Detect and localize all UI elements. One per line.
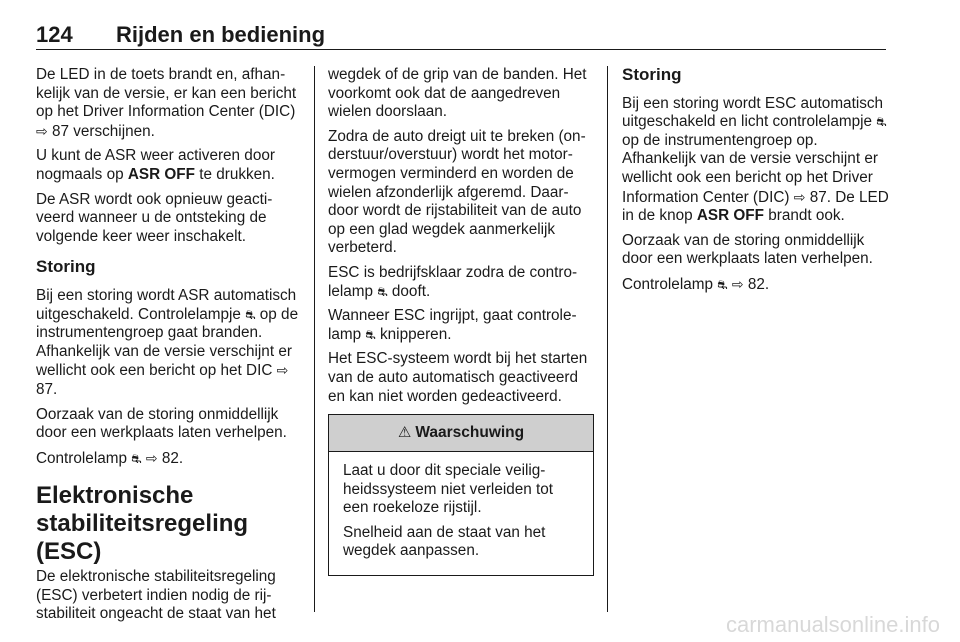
car-skid-icon: ⛐: [365, 327, 376, 342]
button-label: ASR OFF: [127, 165, 195, 183]
column-2: [328, 66, 594, 576]
page-ref[interactable]: 87: [36, 380, 54, 398]
column-divider: [314, 66, 315, 612]
warning-box: [328, 414, 594, 576]
warning-triangle-icon: ⚠: [397, 423, 412, 441]
page-ref[interactable]: 87: [51, 122, 69, 140]
page-number: 124: [36, 22, 73, 47]
page-ref-arrow-icon: ⇨: [145, 449, 158, 466]
paragraph: Bij een storing wordt ESC automatisch uitgeschakeld en licht controlelampje ⛐ op de instrumentengroep op. Afhankelijk van de versie verschijnt er wellicht ook een bericht op het Driver Information Center (DIC) ⇨ 87. De LED in de knop ASR OFF brandt ook.: [622, 94, 889, 225]
paragraph: ESC is bedrijfsklaar zodra de controlelamp ⛐ dooft.: [328, 263, 578, 300]
page-ref-arrow-icon: ⇨: [793, 188, 806, 205]
page-ref-arrow-icon: ⇨: [731, 275, 744, 292]
car-skid-icon: ⛐: [131, 451, 142, 466]
paragraph: Bij een storing wordt ASR automatisch uitgeschakeld. Controlelampje ⛐ op de instrumentengroep gaat branden. Afhankelijk van de versie verschijnt er wellicht ook een bericht op het DIC ⇨ 87.: [36, 286, 299, 398]
page-ref-arrow-icon: ⇨: [36, 122, 48, 139]
column-3: [622, 66, 890, 301]
warning-header: [329, 415, 593, 452]
car-skid-icon: ⛐: [377, 284, 388, 299]
page-ref[interactable]: 82: [161, 449, 179, 467]
column-divider: [607, 66, 608, 612]
page-ref-arrow-icon: ⇨: [276, 362, 289, 379]
running-title: Rijden en bediening: [116, 22, 326, 47]
paragraph: De ASR wordt ook opnieuw geactiveerd wanneer u de ontsteking de volgende keer weer inschakelt.: [36, 190, 273, 245]
paragraph: Laat u door dit speciale veiligheidssysteem niet verleiden tot een roekeloze rijstijl.: [343, 462, 554, 517]
watermark: carmanualsonline.info: [725, 612, 940, 637]
button-label: ASR OFF: [696, 207, 764, 225]
page-ref[interactable]: 87: [809, 188, 827, 206]
paragraph: De elektronische stabiliteitsregeling (ESC) verbetert indien nodig de rijstabiliteit ongeacht de staat van het: [36, 568, 276, 623]
car-skid-icon: ⛐: [876, 115, 887, 130]
page-header: [36, 18, 886, 50]
paragraph: Zodra de auto dreigt uit te breken (onderstuur/overstuur) wordt het motorvermogen verminderd en worden de wielen afzonderlijk afgeremd. Daardoor wordt de rijstabiliteit van de auto op een glad wegdek aanmerkelijk verbeterd.: [328, 127, 586, 257]
paragraph: wegdek of de grip van de banden. Het voorkomt ook dat de aangedreven wielen doorslaan.: [328, 66, 587, 121]
warning-body: [329, 452, 593, 575]
subheading: Storing: [36, 257, 96, 277]
car-skid-icon: ⛐: [717, 277, 728, 292]
paragraph: Snelheid aan de staat van het wegdek aanpassen.: [343, 523, 546, 560]
paragraph: Het ESC-systeem wordt bij het starten van de auto automatisch geactiveerd en kan niet worden gedeactiveerd.: [328, 350, 588, 405]
subheading: Storing: [622, 65, 682, 84]
paragraph: Wanneer ESC ingrijpt, gaat controlelamp ⛐ knipperen.: [328, 307, 577, 343]
section-heading: Elektronische stabiliteitsregeling (ESC): [36, 482, 249, 566]
page-ref[interactable]: 82: [747, 275, 765, 293]
header-rule: [36, 49, 886, 50]
paragraph: De LED in de toets brandt en, afhankelijk van de versie, er kan een bericht op het Driver Information Center (DIC) ⇨ 87 verschijnen.: [36, 66, 297, 140]
paragraph: Controlelamp ⛐ ⇨ 82.: [622, 275, 770, 293]
paragraph: Oorzaak van de storing onmiddellijk door een werkplaats laten verhelpen.: [622, 231, 873, 268]
warning-title: Waarschuwing: [415, 423, 525, 441]
paragraph: Oorzaak van de storing onmiddellijk door een werkplaats laten verhelpen.: [36, 405, 287, 442]
paragraph: U kunt de ASR weer activeren door nogmaals op ASR OFF te drukken.: [36, 147, 275, 183]
car-skid-icon: ⛐: [245, 307, 256, 322]
paragraph: Controlelamp ⛐ ⇨ 82.: [36, 449, 184, 467]
column-1: [36, 66, 300, 630]
